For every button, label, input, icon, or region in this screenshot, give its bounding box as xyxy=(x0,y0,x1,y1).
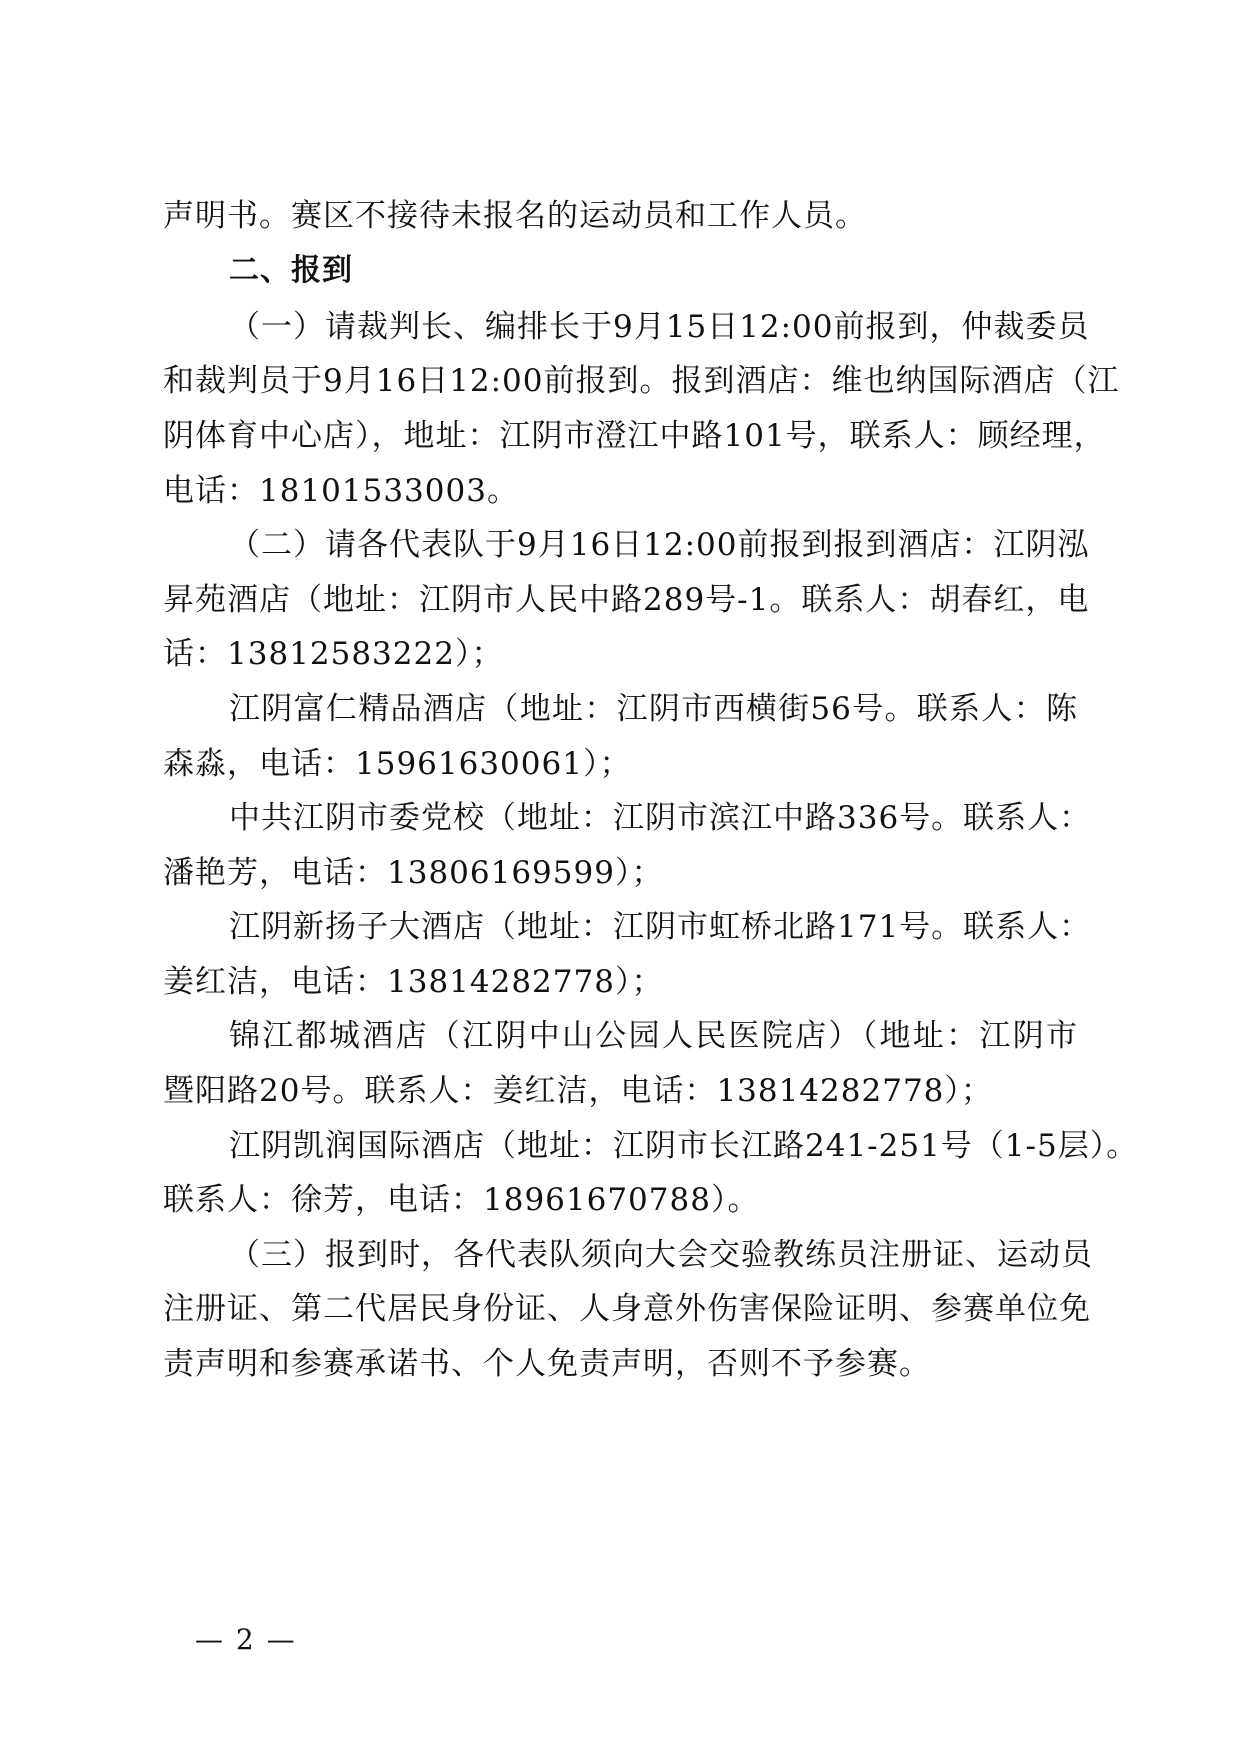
section-heading-registration: 二、报到 xyxy=(229,253,353,288)
paragraph-2-line-1: （二）请各代表队于9月16日12:00前报到报到酒店：江阴泓 xyxy=(229,527,1090,563)
hotel-jinjiang-line-1: 锦江都城酒店（江阴中山公园人民医院店）（地址：江阴市 xyxy=(229,1018,1078,1054)
hotel-jinjiang-line-2: 暨阳路20号。联系人：姜红洁，电话：13814282778）； xyxy=(163,1073,993,1109)
paragraph-1-line-2: 和裁判员于9月16日12:00前报到。报到酒店：维也纳国际酒店（江 xyxy=(163,363,1120,399)
paragraph-3-line-2: 注册证、第二代居民身份证、人身意外伤害保险证明、参赛单位免 xyxy=(163,1291,1091,1327)
paragraph-continuation-line: 声明书。赛区不接待未报名的运动员和工作人员。 xyxy=(163,198,867,234)
hotel-yangzi-line-1: 江阴新扬子大酒店（地址：江阴市虹桥北路171号。联系人： xyxy=(229,909,1092,945)
paragraph-1-line-1: （一）请裁判长、编排长于9月15日12:00前报到，仲裁委员 xyxy=(229,309,1090,345)
party-school-line-2: 潘艳芳，电话：13806169599）； xyxy=(163,855,664,891)
hotel-furen-line-1: 江阴富仁精品酒店（地址：江阴市西横街56号。联系人：陈 xyxy=(229,691,1078,727)
paragraph-1-line-3: 阴体育中心店），地址：江阴市澄江中路101号，联系人：顾经理， xyxy=(163,418,1106,454)
paragraph-2-line-2: 昇苑酒店（地址：江阴市人民中路289号-1。联系人：胡春红，电 xyxy=(163,582,1090,618)
paragraph-2-line-3: 话：13812583222）； xyxy=(163,636,504,672)
document-page xyxy=(163,0,1139,1754)
hotel-kairun-line-1: 江阴凯润国际酒店（地址：江阴市长江路241-251号（1-5层）。 xyxy=(229,1128,1139,1164)
hotel-furen-line-2: 森淼，电话：15961630061）； xyxy=(163,746,632,782)
page-number: — 2 — xyxy=(195,1623,297,1656)
hotel-kairun-line-2: 联系人：徐芳，电话：18961670788）。 xyxy=(163,1182,760,1218)
paragraph-3-line-1: （三）报到时，各代表队须向大会交验教练员注册证、运动员 xyxy=(229,1237,1093,1273)
paragraph-1-line-4: 电话：18101533003。 xyxy=(163,473,519,509)
hotel-yangzi-line-2: 姜红洁，电话：13814282778）； xyxy=(163,964,664,1000)
paragraph-3-line-3: 责声明和参赛承诺书、个人免责声明，否则不予参赛。 xyxy=(163,1346,931,1382)
party-school-line-1: 中共江阴市委党校（地址：江阴市滨江中路336号。联系人： xyxy=(229,800,1092,836)
